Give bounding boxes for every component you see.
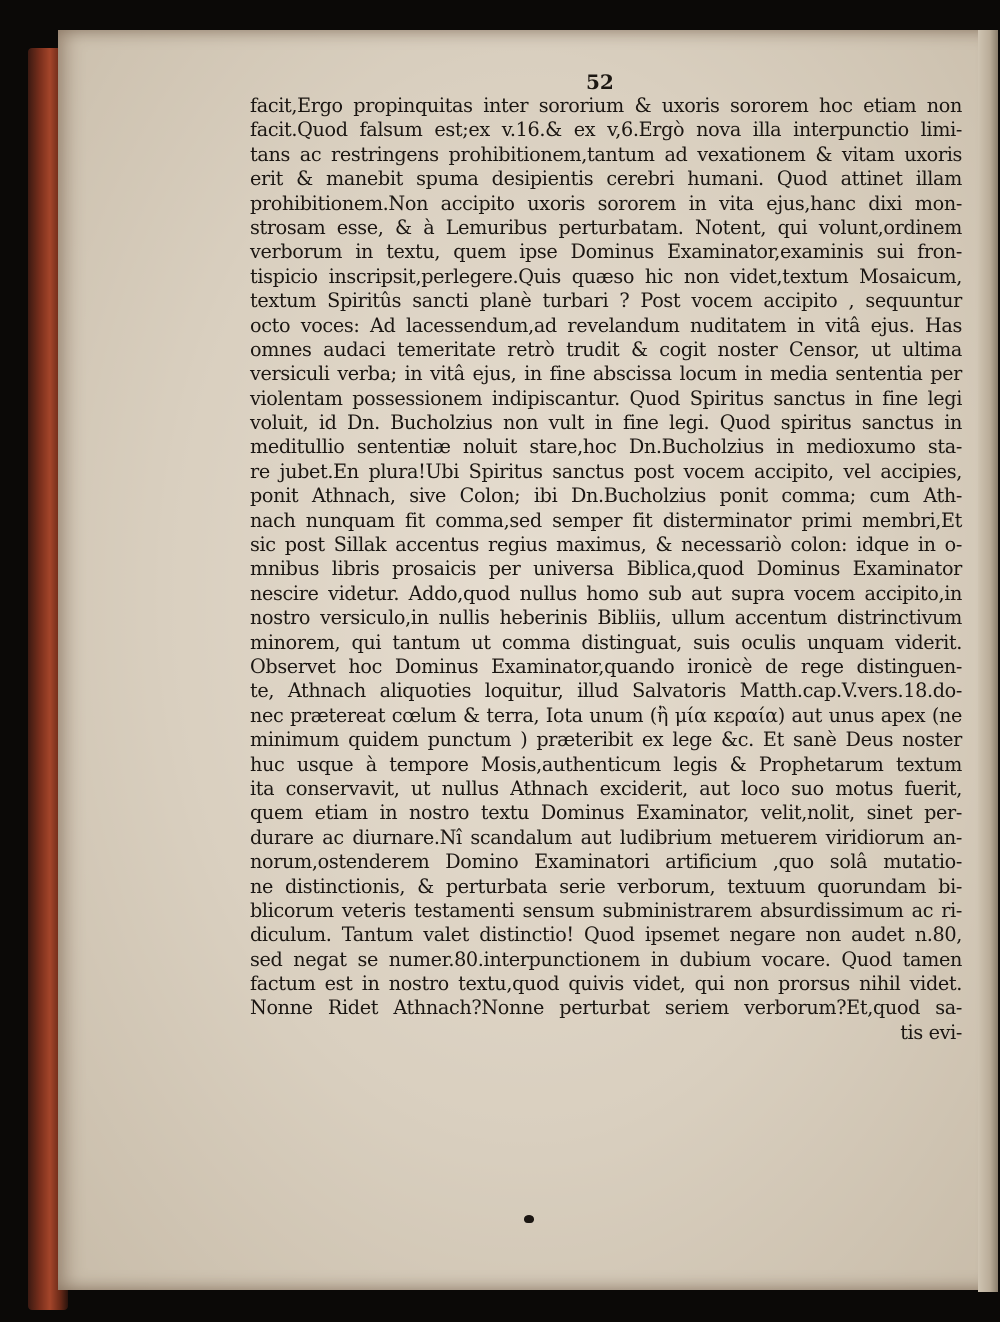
page-edge-stack [978, 30, 998, 1292]
text-line: durare ac diurnare.Nî scandalum aut ludibrium metuerem viridiorum an- [250, 825, 962, 849]
text-line: norum,ostenderem Domino Examinatori artificium ,quo solâ mutatio- [250, 850, 962, 874]
text-line: textum Spiritûs sancti planè turbari ? Post vocem accipito , sequuntur [250, 289, 962, 313]
page-number: 52 [586, 70, 614, 94]
text-line: mnibus libris prosaicis per universa Biblica,quod Dominus Examinator [250, 557, 962, 581]
text-line: Nonne Ridet Athnach?Nonne perturbat seriem verborum?Et,quod sa- [250, 996, 962, 1020]
text-line: tispicio inscripsit,perlegere.Quis quæso hic non videt,textum Mosaicum, [250, 264, 962, 288]
text-line: factum est in nostro textu,quod quivis videt, qui non prorsus nihil videt. [250, 972, 962, 996]
text-line: sed negat se numer.80.interpunctionem in dubium vocare. Quod tamen [250, 947, 962, 971]
text-line: facit.Quod falsum est;ex v.16.& ex v,6.Ergò nova illa interpunctio limi- [250, 118, 962, 142]
text-line: huc usque à tempore Mosis,authenticum legis & Prophetarum textum [250, 752, 962, 776]
text-line: nescire videtur. Addo,quod nullus homo sub aut supra vocem accipito,in [250, 581, 962, 605]
text-line: minimum quidem punctum ) præteribit ex lege &c. Et sanè Deus noster [250, 728, 962, 752]
catchword: tis evi- [900, 1020, 962, 1044]
text-line: voluit, id Dn. Bucholzius non vult in fine legi. Quod spiritus sanctus in [250, 411, 962, 435]
text-line: meditullio sententiæ noluit stare,hoc Dn.Bucholzius in medioxumo sta- [250, 435, 962, 459]
text-line: ne distinctionis, & perturbata serie verborum, textuum quorundam bi- [250, 874, 962, 898]
body-text [250, 94, 962, 1045]
text-line: te, Athnach aliquoties loquitur, illud Salvatoris Matth.cap.V.vers.18.do- [250, 679, 962, 703]
text-line: verborum in textu, quem ipse Dominus Examinator,examinis sui fron- [250, 240, 962, 264]
text-line: Observet hoc Dominus Examinator,quando ironicè de rege distinguen- [250, 654, 962, 678]
text-line: nec prætereat cœlum & terra, Iota unum (ἢ μία κεραία) aut unus apex (ne [250, 703, 962, 727]
text-line: octo voces: Ad lacessendum,ad revelandum nuditatem in vitâ ejus. Has [250, 313, 962, 337]
text-line: ponit Athnach, sive Colon; ibi Dn.Bucholzius ponit comma; cum Ath- [250, 484, 962, 508]
text-line: prohibitionem.Non accipito uxoris sororem in vita ejus,hanc dixi mon- [250, 191, 962, 215]
text-line: omnes audaci temeritate retrò trudit & cogit noster Censor, ut ultima [250, 337, 962, 361]
text-line: diculum. Tantum valet distinctio! Quod ipsemet negare non audet n.80, [250, 923, 962, 947]
text-line: versiculi verba; in vitâ ejus, in fine abscissa locum in media sententia per [250, 362, 962, 386]
text-line: nach nunquam fit comma,sed semper fit disterminator primi membri,Et [250, 508, 962, 532]
text-line: strosam esse, & à Lemuribus perturbatam. Notent, qui volunt,ordinem [250, 215, 962, 239]
text-line: violentam possessionem indipiscantur. Quod Spiritus sanctus in fine legi [250, 386, 962, 410]
text-line: erit & manebit spuma desipientis cerebri humani. Quod attinet illam [250, 167, 962, 191]
text-line: quem etiam in nostro textu Dominus Examinator, velit,nolit, sinet per- [250, 801, 962, 825]
text-line: sic post Sillak accentus regius maximus, & necessariò colon: idque in o- [250, 533, 962, 557]
text-line: minorem, qui tantum ut comma distinguat, suis oculis unquam viderit. [250, 630, 962, 654]
signature-mark [524, 1215, 534, 1223]
text-line: tans ac restringens prohibitionem,tantum ad vexationem & vitam uxoris [250, 142, 962, 166]
text-line: facit,Ergo propinquitas inter sororium & uxoris sororem hoc etiam non [250, 94, 962, 117]
text-line: ita conservavit, ut nullus Athnach exciderit, aut loco suo motus fuerit, [250, 776, 962, 800]
text-line: blicorum veteris testamenti sensum subministrarem absurdissimum ac ri- [250, 898, 962, 922]
text-line: re jubet.En plura!Ubi Spiritus sanctus post vocem accipito, vel accipies, [250, 459, 962, 483]
text-line: nostro versiculo,in nullis heberinis Bibliis, ullum accentum distrinctivum [250, 606, 962, 630]
